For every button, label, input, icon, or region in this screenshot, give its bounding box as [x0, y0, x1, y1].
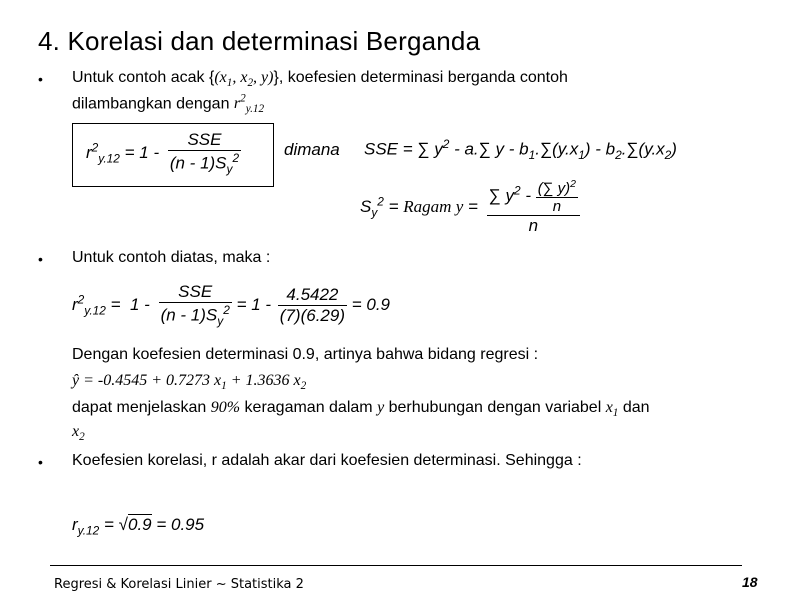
bullet-2-marker: • [38, 251, 43, 267]
page-number: 18 [742, 574, 758, 590]
bullet-2-text: Untuk contoh diatas, maka : [72, 249, 271, 266]
slide-title: 4. Korelasi dan determinasi Berganda [38, 26, 481, 56]
formula-variance: $S_y^2$ = Ragam y = ∑ $y^2$ - $\frac{(\sum y)^2}{n}$ n [360, 178, 580, 236]
footer-text: Regresi & Korelasi Linier ~ Statistika 2 [54, 577, 304, 592]
bullet-1-text-a: Untuk contoh acak { [72, 69, 215, 86]
r2-symbol: $r^2_{y.12}$ [233, 93, 265, 116]
r2-result: = 0.9 [351, 295, 391, 315]
bullet-1-marker: • [38, 71, 43, 87]
paragraph-line-3: dapat menjelaskan 90% keragaman dalam y berhubungan dengan variabel $x_1$ dan [72, 399, 650, 420]
dimana-label: dimana [284, 140, 340, 159]
bullet-1-line-2 [72, 89, 264, 120]
bullet-1-line-2-text: dilambangkan dengan [72, 95, 234, 113]
paragraph-x2: $x_2$ [72, 423, 85, 444]
bullet-3-marker: • [38, 454, 43, 470]
bullet-1-text-b: }, koefesien determinasi berganda contoh [273, 69, 568, 86]
formula-r2-calculation: $r^2_{y.12} = 1$ - $\frac{\text{SSE}}{(n - 1)S_y^2}$ = 1 - $\frac{4.5422}{(7)(6.29)}$ = 0.9 [72, 282, 391, 329]
footer-divider [50, 565, 742, 566]
sample-notation: ($x_1$, $x_2$, y) [214, 69, 274, 90]
formula-sse: SSE = ∑ $y^2 - a.\sum$ y - $b_1.\sum(y.x_1) - b_2.\sum(y.x_2)$ [364, 137, 677, 163]
formula-correlation: $r_{y.12} = √0.9 = 0.95$ [72, 515, 205, 538]
bullet-3-text: Koefesien korelasi, r adalah akar dari koefesien determinasi. Sehingga : [72, 452, 582, 469]
formula-r2-definition: $r^2_{y.12} = 1$ - $\frac{\text{SSE}}{(n - 1)S_y^2}$ [86, 130, 240, 177]
paragraph-line-1: Dengan koefesien determinasi 0.9, artinya bahwa bidang regresi : [72, 346, 539, 363]
regression-equation: ŷ = -0.4545 + 0.7273 $x_1 + 1.3636$ $x_2$ [72, 372, 307, 393]
